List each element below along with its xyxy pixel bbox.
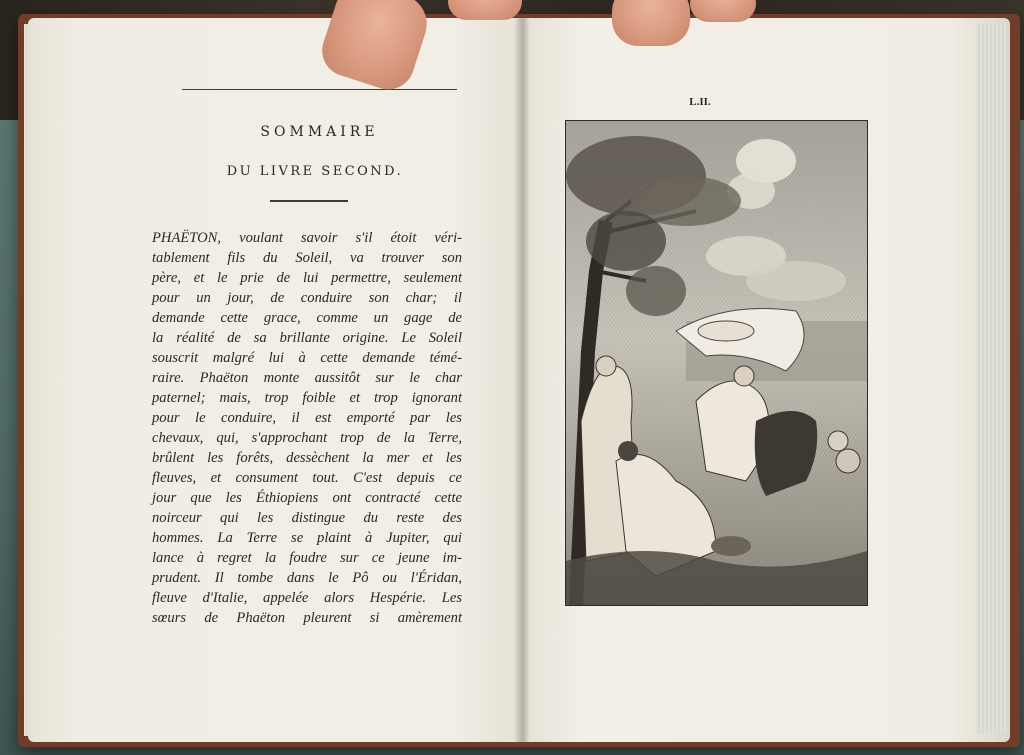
text-line: la réalité de sa brillante origine. Le Soleil bbox=[152, 330, 462, 346]
text-line: demande cette grace, comme un gage de bbox=[152, 310, 462, 326]
heading-rule bbox=[270, 200, 348, 202]
text-line: hommes. La Terre se plaint à Jupiter, qui bbox=[152, 530, 462, 546]
summary-heading: SOMMAIRE bbox=[260, 124, 379, 140]
flying-cupid bbox=[698, 321, 754, 341]
text-line: brûlent les forêts, dessèchent la mer et les bbox=[152, 450, 462, 466]
text-line: noirceur qui les distingue du reste des bbox=[152, 510, 462, 526]
text-line: pour un jour, de conduire son char; il bbox=[152, 290, 462, 306]
finger bbox=[612, 0, 690, 46]
top-rule bbox=[182, 89, 457, 90]
text-line: père, et le prie de lui permettre, seulement bbox=[152, 270, 462, 286]
flower-basket bbox=[711, 536, 751, 556]
text-line: tablement fils du Soleil, va trouver son bbox=[152, 250, 462, 266]
text-line: raire. Phaëton monte aussitôt sur le char bbox=[152, 370, 462, 386]
text-line: PHAËTON, voulant savoir s'il étoit véri- bbox=[152, 230, 462, 246]
engraved-plate bbox=[565, 120, 868, 606]
text-line: fleuve d'Italie, appelée alors Hespérie. Les bbox=[152, 590, 462, 606]
text-line: sœurs de Phaëton pleurent si amèrement bbox=[152, 610, 462, 626]
finger bbox=[448, 0, 522, 20]
text-line: jour que les Éthiopiens ont contracté cette bbox=[152, 490, 462, 506]
text-line: souscrit malgré lui à cette demande témé- bbox=[152, 350, 462, 366]
text-line: pour le conduire, il est emporté par les bbox=[152, 410, 462, 426]
summary-text bbox=[152, 228, 462, 628]
plate-label: L.II. bbox=[689, 96, 711, 108]
finger bbox=[690, 0, 756, 22]
text-line: prudent. Il tombe dans le Pô ou l'Éridan, bbox=[152, 570, 462, 586]
book-heading: DU LIVRE SECOND. bbox=[226, 164, 404, 179]
text-line: chevaux, qui, s'approchant trop de la Terre, bbox=[152, 430, 462, 446]
text-line: fleuves, et consument tout. C'est depuis ce bbox=[152, 470, 462, 486]
engraving-illustration bbox=[566, 121, 867, 605]
text-line: lance à regret la foudre sur ce jeune im- bbox=[152, 550, 462, 566]
right-page-edges bbox=[976, 24, 1008, 734]
cherub bbox=[828, 431, 848, 451]
text-line: paternel; mais, trop foible et trop ignorant bbox=[152, 390, 462, 406]
book-gutter bbox=[514, 18, 530, 742]
